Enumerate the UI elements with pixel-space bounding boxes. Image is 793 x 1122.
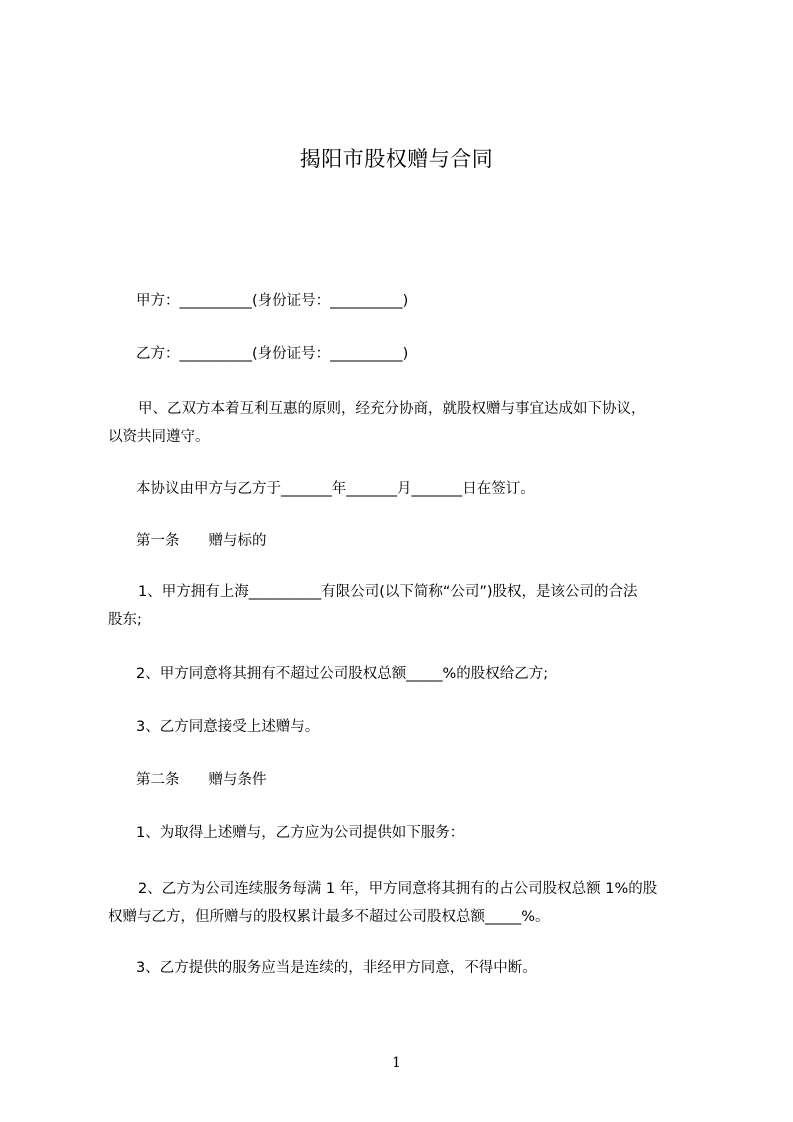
article1-item1-line-2: 股东; [108,612,142,628]
article2-item1: 1、为取得上述赠与，乙方应为公司提供如下服务： [136,825,465,841]
article1-item1 [108,578,638,634]
article1-item1-line-1: 1、甲方拥有上海__________有限公司(以下简称“公司”)股权，是该公司的合法 [138,584,638,600]
article2-item2 [108,875,657,931]
article2-heading: 第二条 赠与条件 [136,772,267,788]
intro-paragraph [108,395,646,451]
article2-item2-line-1: 2、乙方为公司连续服务每满 1 年，甲方同意将其拥有的占公司股权总额 1%的股 [138,881,658,897]
article1-heading: 第一条 赠与标的 [136,533,267,549]
intro-line-2: 以资共同遵守。 [108,429,210,445]
page-number: 1 [392,1055,401,1071]
article2-item3: 3、乙方提供的服务应当是连续的，非经甲方同意，不得中断。 [136,960,537,976]
party-b-line: 乙方：__________(身份证号：__________) [136,346,409,362]
document-title: 揭阳市股权赠与合同 [299,147,494,171]
intro-line-1: 甲、乙双方本着互利互惠的原则，经充分协商，就股权赠与事宜达成如下协议， [138,401,646,417]
article2-item2-line-2: 权赠与乙方，但所赠与的股权累计最多不超过公司股权总额_____%。 [108,909,550,925]
article1-item3: 3、乙方同意接受上述赠与。 [136,719,320,735]
signing-line: 本协议由甲方与乙方于_______年_______月_______日在签订。 [136,481,535,497]
article1-item2: 2、甲方同意将其拥有不超过公司股权总额_____%的股权给乙方; [136,666,549,682]
party-a-line: 甲方：__________(身份证号：__________) [136,293,409,309]
